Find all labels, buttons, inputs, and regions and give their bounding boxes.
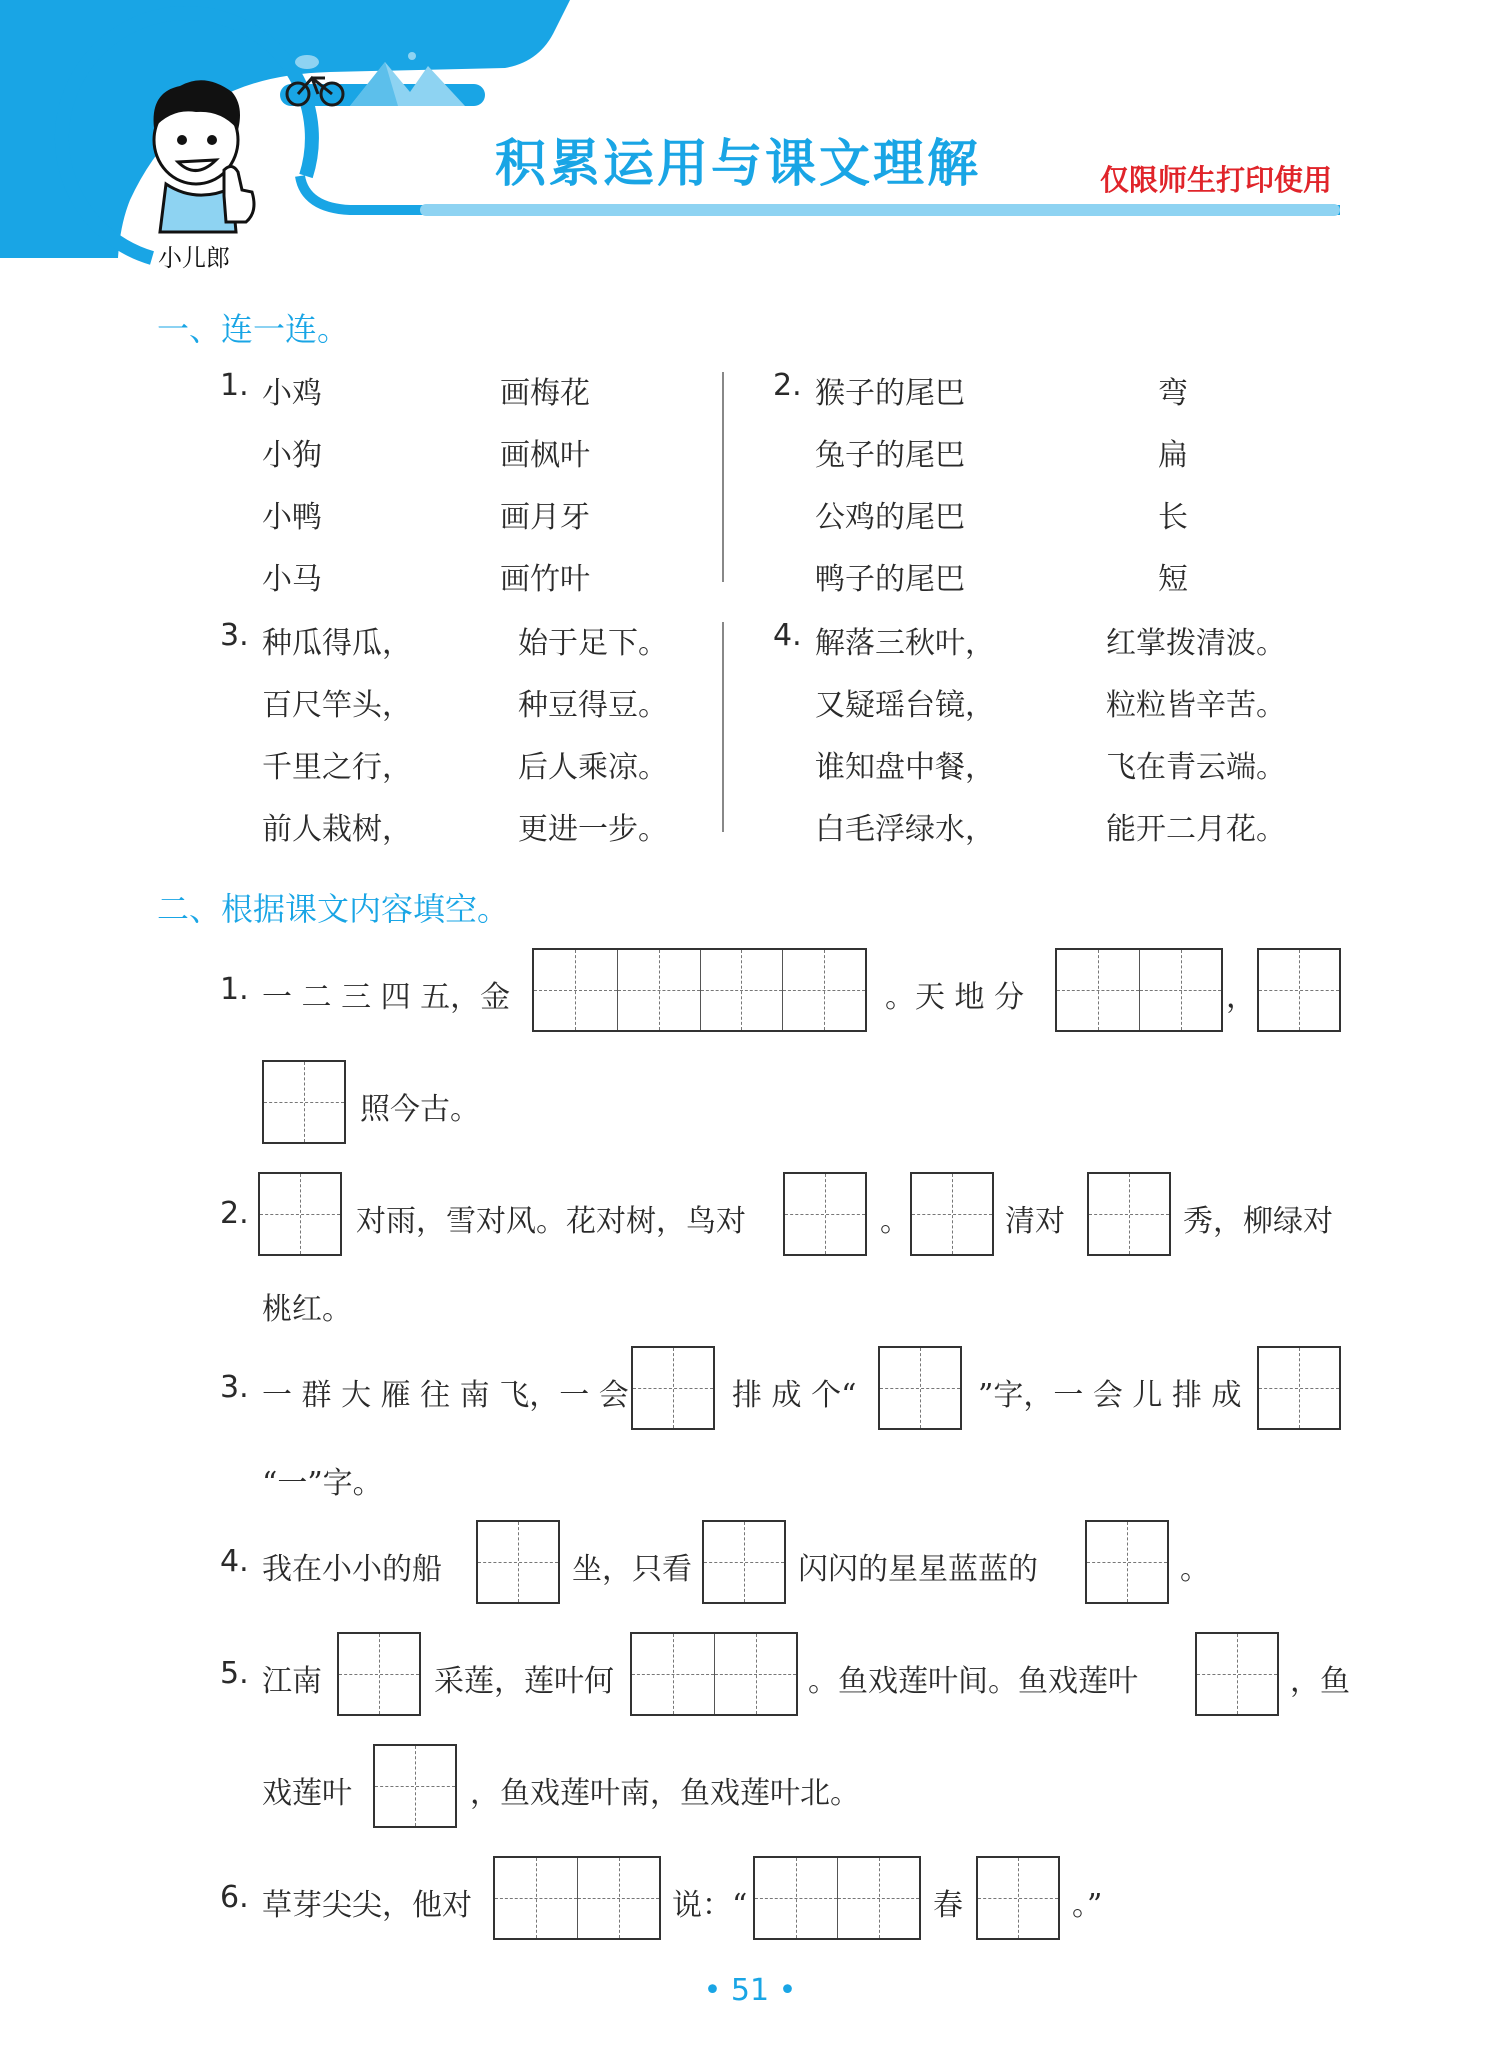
- match-right-item: 后人乘凉。: [518, 750, 668, 785]
- match-right-item: 画枫叶: [500, 438, 590, 473]
- answer-box[interactable]: [753, 1856, 921, 1940]
- answer-box[interactable]: [702, 1520, 786, 1604]
- answer-box[interactable]: [1195, 1632, 1279, 1716]
- page-header: [0, 0, 1500, 270]
- question-text: 一 群 大 雁 往 南 飞，一 会: [262, 1378, 629, 1413]
- question-number: 3.: [220, 1370, 249, 1405]
- section1-title: 一、连一连。: [157, 310, 350, 348]
- match-right-item: 长: [1158, 500, 1188, 535]
- question-text: ，鱼戏莲叶南，鱼戏莲叶北。: [470, 1776, 860, 1811]
- match-right-item: 能开二月花。: [1106, 812, 1286, 847]
- answer-box[interactable]: [631, 1346, 715, 1430]
- group-number: 3.: [220, 618, 249, 653]
- match-right-item: 弯: [1158, 376, 1188, 411]
- match-right-item: 种豆得豆。: [518, 688, 668, 723]
- question-number: 6.: [220, 1880, 249, 1915]
- question-text: 排 成 个“: [732, 1378, 857, 1413]
- match-left-item: 鸭子的尾巴: [815, 562, 965, 597]
- answer-box[interactable]: [532, 948, 867, 1032]
- question-number: 1.: [220, 972, 249, 1007]
- match-left-item: 种瓜得瓜，: [262, 626, 412, 661]
- question-text: 桃红。: [262, 1292, 352, 1327]
- section2-title: 二、根据课文内容填空。: [157, 890, 510, 928]
- match-right-item: 飞在青云端。: [1106, 750, 1286, 785]
- match-right-item: 短: [1158, 562, 1188, 597]
- question-text: 清对: [1005, 1204, 1065, 1239]
- question-text: 。: [880, 1204, 910, 1239]
- mascot-boy: [154, 80, 254, 232]
- match-left-item: 解落三秋叶，: [815, 626, 995, 661]
- answer-box[interactable]: [630, 1632, 798, 1716]
- match-left-item: 百尺竿头，: [262, 688, 412, 723]
- page-number: • 51 •: [703, 1973, 797, 2008]
- question-text: ，鱼: [1290, 1664, 1350, 1699]
- question-number: 5.: [220, 1656, 249, 1691]
- answer-box[interactable]: [1257, 948, 1341, 1032]
- question-text: 。: [1180, 1552, 1210, 1587]
- question-number: 4.: [220, 1544, 249, 1579]
- question-text: ，: [1226, 980, 1256, 1015]
- question-text: 戏莲叶: [262, 1776, 352, 1811]
- answer-box[interactable]: [878, 1346, 962, 1430]
- answer-box[interactable]: [1055, 948, 1223, 1032]
- question-text: 江南: [262, 1664, 322, 1699]
- answer-box[interactable]: [262, 1060, 346, 1144]
- question-text: 一 二 三 四 五，金: [262, 980, 511, 1015]
- answer-box[interactable]: [976, 1856, 1060, 1940]
- match-left-item: 谁知盘中餐，: [815, 750, 995, 785]
- match-left-item: 前人栽树，: [262, 812, 412, 847]
- group-number: 1.: [220, 368, 249, 403]
- answer-box[interactable]: [783, 1172, 867, 1256]
- answer-box[interactable]: [258, 1172, 342, 1256]
- answer-box[interactable]: [910, 1172, 994, 1256]
- match-right-item: 始于足下。: [518, 626, 668, 661]
- question-text: 春: [933, 1888, 963, 1923]
- match-left-item: 小狗: [262, 438, 322, 473]
- match-right-item: 扁: [1158, 438, 1188, 473]
- question-text: 我在小小的船: [262, 1552, 442, 1587]
- match-left-item: 小马: [262, 562, 322, 597]
- group-number: 2.: [773, 368, 802, 403]
- answer-box[interactable]: [1085, 1520, 1169, 1604]
- match-left-item: 猴子的尾巴: [815, 376, 965, 411]
- column-divider: [722, 372, 724, 582]
- question-text: 。”: [1072, 1888, 1103, 1923]
- page-title: 积累运用与课文理解: [495, 135, 982, 194]
- question-text: 。鱼戏莲叶间。鱼戏莲叶: [808, 1664, 1138, 1699]
- match-left-item: 千里之行，: [262, 750, 412, 785]
- question-text: 坐，只看: [572, 1552, 692, 1587]
- answer-box[interactable]: [476, 1520, 560, 1604]
- match-right-item: 画梅花: [500, 376, 590, 411]
- question-text: 照今古。: [360, 1092, 480, 1127]
- match-left-item: 白毛浮绿水，: [815, 812, 995, 847]
- match-right-item: 画竹叶: [500, 562, 590, 597]
- column-divider: [722, 622, 724, 832]
- match-left-item: 兔子的尾巴: [815, 438, 965, 473]
- question-number: 2.: [220, 1196, 249, 1231]
- question-text: 。天 地 分: [885, 980, 1025, 1015]
- match-right-item: 画月牙: [500, 500, 590, 535]
- question-text: 采莲，莲叶何: [434, 1664, 614, 1699]
- answer-box[interactable]: [1087, 1172, 1171, 1256]
- question-text: ”字，一 会 儿 排 成: [978, 1378, 1242, 1413]
- question-text: “一”字。: [262, 1466, 383, 1501]
- answer-box[interactable]: [1257, 1346, 1341, 1430]
- answer-box[interactable]: [493, 1856, 661, 1940]
- print-notice: 仅限师生打印使用: [1100, 163, 1333, 197]
- match-left-item: 小鸡: [262, 376, 322, 411]
- match-right-item: 红掌拨清波。: [1106, 626, 1286, 661]
- match-right-item: 粒粒皆辛苦。: [1106, 688, 1286, 723]
- match-left-item: 又疑瑶台镜，: [815, 688, 995, 723]
- group-number: 4.: [773, 618, 802, 653]
- question-text: 说：“: [672, 1888, 748, 1923]
- answer-box[interactable]: [373, 1744, 457, 1828]
- question-text: 草芽尖尖，他对: [262, 1888, 472, 1923]
- match-left-item: 小鸭: [262, 500, 322, 535]
- question-text: 对雨，雪对风。花对树，鸟对: [356, 1204, 746, 1239]
- question-text: 闪闪的星星蓝蓝的: [798, 1552, 1038, 1587]
- mascot-name: 小儿郎: [158, 244, 230, 272]
- match-left-item: 公鸡的尾巴: [815, 500, 965, 535]
- answer-box[interactable]: [337, 1632, 421, 1716]
- question-text: 秀，柳绿对: [1183, 1204, 1333, 1239]
- match-right-item: 更进一步。: [518, 812, 668, 847]
